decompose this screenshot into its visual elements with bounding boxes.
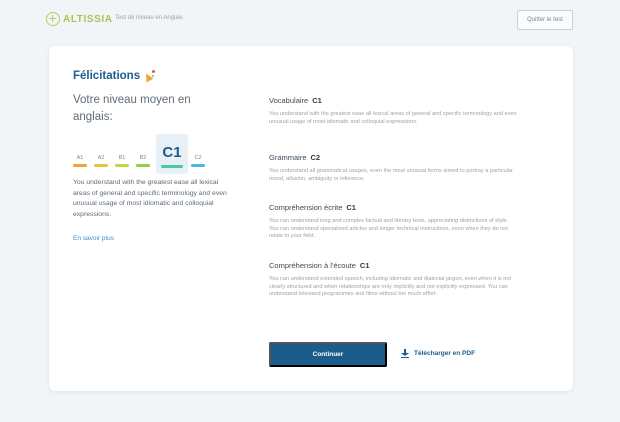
level-a2	[94, 155, 108, 167]
skill-level: C1	[346, 203, 356, 212]
skill-name: Vocabulaire	[269, 96, 309, 105]
skill-comprehension-ecoute	[269, 261, 519, 299]
level-bar	[191, 164, 205, 167]
congrats-heading	[73, 70, 155, 82]
party-popper-icon	[143, 70, 155, 82]
level-a1	[73, 155, 87, 167]
skill-text: You understand with the greatest ease all lexical areas of general and specific terminology and even unusual usage of most idiomatic and colloquial expressions.	[269, 111, 517, 125]
skill-name: Compréhension écrite	[269, 203, 343, 212]
level-scale	[73, 134, 213, 172]
top-bar	[0, 0, 620, 40]
skill-heading	[269, 203, 519, 212]
skill-heading	[269, 153, 519, 162]
download-icon	[401, 349, 409, 358]
altissia-logo	[46, 12, 113, 26]
test-subtitle: Test de niveau en Anglais	[115, 15, 184, 21]
current-level-label: C1	[162, 144, 182, 161]
level-bar	[161, 165, 183, 168]
results-card	[49, 46, 573, 391]
level-c1-current	[156, 134, 188, 174]
level-c2	[191, 155, 205, 167]
skill-heading	[269, 261, 519, 270]
level-label: B1	[118, 155, 126, 161]
skill-grammaire	[269, 153, 519, 183]
level-label: C2	[194, 155, 202, 161]
skill-text: You understand all grammatical usages, even the most unusual forms aimed to portray a particular mood, allusion, ambiguity or inference.	[269, 168, 513, 182]
skill-level: C1	[359, 261, 370, 270]
level-label: A2	[97, 155, 105, 161]
logo-icon	[46, 12, 60, 26]
skill-name: Compréhension à l'écoute	[269, 261, 356, 270]
level-label: A1	[76, 155, 84, 161]
logo-text: ALTISSIA	[63, 13, 113, 25]
level-label: B2	[139, 155, 147, 161]
continue-button[interactable]: Continuer	[269, 342, 387, 367]
level-bar	[94, 164, 108, 167]
skill-text: You can understand long and complex factual and literary texts, appreciating distinctions of style. You can understand specialised articles and longer technical instructions, even when they do not relate to your field.	[269, 218, 509, 240]
average-level-title: Votre niveau moyen en anglais:	[73, 94, 191, 123]
level-b2	[136, 155, 150, 167]
skill-text: You can understand extended speech, including idiomatic and dialectal jargon, even when it is not clearly structured and when relationships are only implicitly and not explicitly expressed. You can understand televised programmes and films without too much effort.	[269, 276, 512, 298]
skill-level: C1	[312, 96, 322, 105]
level-bar	[73, 164, 87, 167]
download-pdf-label: Télécharger en PDF	[414, 350, 476, 357]
skill-comprehension-ecrite	[269, 203, 519, 241]
download-pdf-link[interactable]	[401, 349, 475, 358]
skill-level: C2	[310, 153, 321, 162]
level-description: You understand with the greatest ease all lexical areas of general and specific terminology and even unusual usage of most idiomatic and colloquial expressions.	[73, 179, 227, 218]
quit-test-button[interactable]: Quitter le test	[517, 10, 573, 30]
skill-name: Grammaire	[269, 153, 307, 162]
level-bar	[115, 164, 129, 167]
skill-vocabulaire	[269, 96, 519, 126]
congrats-text: Félicitations	[73, 70, 141, 82]
learn-more-link[interactable]: En savoir plus	[73, 235, 114, 242]
level-b1	[115, 155, 129, 167]
level-bar	[136, 164, 150, 167]
skill-heading	[269, 96, 519, 105]
